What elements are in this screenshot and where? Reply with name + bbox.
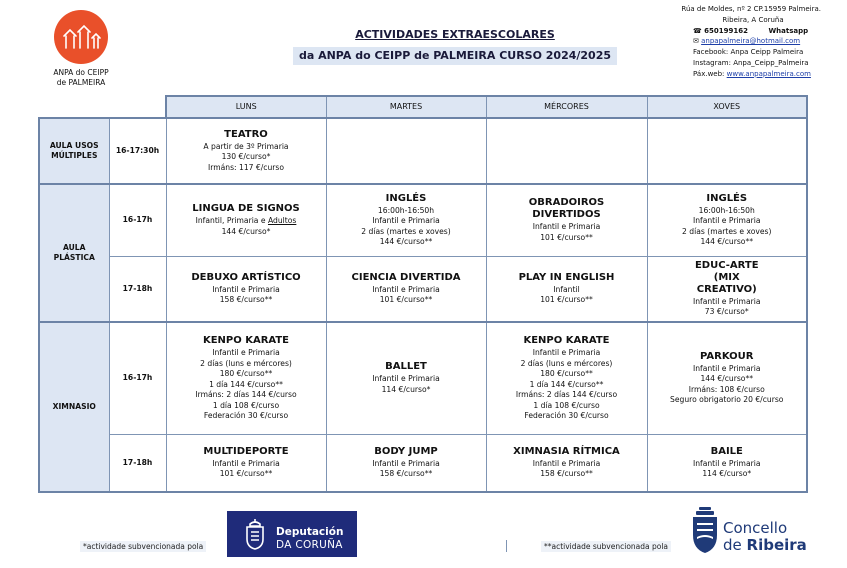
deputacion-line2: DA CORUÑA bbox=[276, 539, 343, 551]
day-header-luns: LUNS bbox=[166, 96, 326, 118]
table-row bbox=[39, 434, 807, 492]
contact-web-link[interactable]: www.anpapalmeira.com bbox=[726, 69, 811, 78]
time-slot: 17-18h bbox=[109, 256, 166, 322]
divider bbox=[506, 540, 507, 552]
activity-ballet bbox=[326, 322, 486, 434]
schedule-table bbox=[38, 95, 808, 493]
activity-detail: Infantil e Primaria bbox=[372, 374, 440, 384]
activity-price: 73 €/curso* bbox=[704, 307, 749, 317]
time-slot: 17-18h bbox=[109, 434, 166, 492]
activity-title: OBRADOIROS DIVERTIDOS bbox=[528, 197, 605, 221]
contact-block bbox=[663, 4, 843, 80]
activity-detail: Infantil e Primaria bbox=[372, 458, 440, 468]
activity-price: 101 €/curso** bbox=[540, 295, 593, 305]
table-row bbox=[39, 118, 807, 184]
day-header-mercores: MÉRCORES bbox=[486, 96, 647, 118]
activity-price: 158 €/curso** bbox=[379, 469, 433, 479]
table-row bbox=[39, 184, 807, 256]
activity-price: 101 €/curso** bbox=[540, 232, 593, 242]
activity-detail: 2 días (luns e mércores) bbox=[520, 358, 613, 368]
concello-line2 bbox=[723, 536, 807, 554]
title-line1: ACTIVIDADES EXTRAESCOLARES bbox=[355, 28, 555, 41]
activity-price: 158 €/curso** bbox=[219, 295, 273, 305]
contact-phone[interactable]: 650199162 bbox=[704, 26, 749, 35]
activity-title: EDUC-ARTE (MIX CREATIVO) bbox=[694, 259, 759, 295]
day-header-xoves: XOVES bbox=[647, 96, 807, 118]
activity-price: 180 €/curso** bbox=[540, 369, 593, 378]
activity-detail: Infantil e Primaria bbox=[532, 222, 601, 232]
anpa-logo bbox=[48, 10, 114, 88]
activity-detail: Infantil e Primaria bbox=[692, 363, 761, 373]
activity-kenpo-luns bbox=[166, 322, 326, 434]
activity-title: MULTIDEPORTE bbox=[203, 445, 289, 457]
logo-caption-line1: ANPA do CEIPP bbox=[53, 68, 109, 77]
table-row bbox=[39, 256, 807, 322]
contact-web-label: Páx.web: bbox=[693, 69, 725, 78]
logo-caption-line2: de PALMEIRA bbox=[56, 78, 106, 87]
activity-parkour bbox=[647, 322, 807, 434]
activity-title: LINGUA DE SIGNOS bbox=[192, 203, 300, 215]
activity-debuxo bbox=[166, 256, 326, 322]
activity-play-english bbox=[486, 256, 647, 322]
activity-title: PARKOUR bbox=[700, 350, 754, 362]
activity-detail: Infantil e Primaria bbox=[532, 458, 601, 468]
table-row bbox=[39, 322, 807, 434]
room-aula-plastica: AULA PLÁSTICA bbox=[39, 184, 109, 322]
title-line2: da ANPA do CEIPP de PALMEIRA CURSO 2024/2025 bbox=[293, 47, 617, 65]
activity-price: 144 €/curso** bbox=[700, 237, 754, 247]
activity-multideporte bbox=[166, 434, 326, 492]
activity-detail: Infantil e Primaria bbox=[372, 284, 440, 294]
activity-detail: Infantil e Primaria bbox=[372, 216, 440, 226]
activity-detail: Infantil, Primaria e bbox=[195, 216, 268, 226]
contact-email[interactable]: anpapalmeira@hotmail.com bbox=[701, 37, 801, 46]
activity-title: DEBUXO ARTÍSTICO bbox=[191, 271, 301, 283]
empty-cell bbox=[647, 118, 807, 184]
contact-city: Ribeira, A Coruña bbox=[722, 15, 784, 24]
activity-price: 101 €/curso** bbox=[219, 469, 273, 479]
activity-detail: Infantil e Primaria bbox=[212, 458, 280, 468]
activity-detail: Federación 30 €/curso bbox=[524, 411, 609, 420]
activity-price: 180 €/curso** bbox=[219, 369, 273, 378]
activity-price: 1 día 144 €/curso** bbox=[209, 379, 283, 389]
activity-detail: Irmáns: 117 €/curso bbox=[207, 162, 285, 172]
activity-detail: Infantil e Primaria bbox=[692, 296, 761, 306]
page-title bbox=[287, 26, 623, 65]
activity-obradoiros bbox=[486, 184, 647, 256]
activity-ciencia bbox=[326, 256, 486, 322]
footnote-single-star: *actividade subvencionada pola bbox=[80, 541, 206, 552]
activity-detail: Infantil e Primaria bbox=[692, 216, 761, 226]
contact-instagram: Instagram: Anpa_Ceipp_Palmeira bbox=[693, 58, 809, 67]
activity-ingles-xoves bbox=[647, 184, 807, 256]
activity-detail: Federación 30 €/curso bbox=[203, 411, 289, 420]
activity-title: INGLÉS bbox=[706, 192, 748, 204]
deputacion-crest-icon bbox=[243, 517, 267, 551]
activity-detail-adultos: Adultos bbox=[267, 216, 297, 226]
activity-title: BAILE bbox=[710, 445, 743, 457]
activity-title: XIMNASIA RÍTMICA bbox=[513, 445, 620, 457]
deputacion-line1: Deputación bbox=[276, 526, 344, 538]
room-aula-usos: AULA USOS MÚLTIPLES bbox=[39, 118, 109, 184]
contact-whatsapp: Whatsapp bbox=[768, 26, 809, 35]
time-slot: 16-17h bbox=[109, 322, 166, 434]
activity-detail: 1 día 108 €/curso bbox=[212, 400, 280, 410]
deputacion-logo bbox=[227, 511, 357, 557]
activity-detail: A partir de 3º Primaria bbox=[203, 141, 289, 151]
concello-line2-bold: Ribeira bbox=[746, 536, 807, 554]
activity-title: KENPO KARATE bbox=[523, 335, 610, 346]
mail-icon: ✉ bbox=[693, 37, 699, 46]
time-slot: 16-17:30h bbox=[109, 118, 166, 184]
day-header-martes: MARTES bbox=[326, 96, 486, 118]
time-slot: 16-17h bbox=[109, 184, 166, 256]
activity-detail: 1 día 108 €/curso bbox=[533, 400, 600, 410]
activity-price: 101 €/curso** bbox=[379, 295, 433, 305]
activity-price: 144 €/curso* bbox=[221, 226, 271, 236]
activity-price: 1 día 144 €/curso** bbox=[529, 379, 604, 389]
activity-price: 114 €/curso* bbox=[381, 384, 431, 394]
activity-detail: Irmáns: 2 días 144 €/curso bbox=[195, 390, 297, 399]
activity-detail: Infantil e Primaria bbox=[532, 348, 601, 357]
empty-cell bbox=[486, 118, 647, 184]
activity-price: 144 €/curso** bbox=[379, 237, 433, 247]
concello-logo bbox=[690, 505, 815, 557]
activity-price: 130 €/curso* bbox=[221, 152, 271, 162]
activity-detail: 2 días (martes e xoves) bbox=[361, 226, 451, 236]
empty-cell bbox=[326, 118, 486, 184]
activity-baile bbox=[647, 434, 807, 492]
concello-line1: Concello bbox=[723, 519, 788, 537]
activity-title: INGLÉS bbox=[385, 192, 427, 204]
room-ximnasio: XIMNASIO bbox=[39, 322, 109, 492]
activity-detail: Infantil e Primaria bbox=[212, 348, 280, 357]
contact-address: Rúa de Moldes, nº 2 CP.15959 Palmeira. bbox=[681, 5, 821, 13]
activity-detail: 2 días (martes e xoves) bbox=[682, 226, 772, 236]
activity-price: 114 €/curso* bbox=[702, 469, 752, 479]
activity-detail: Irmáns: 2 días 144 €/curso bbox=[515, 390, 618, 399]
phone-icon: ☎ bbox=[693, 26, 702, 35]
activity-detail: Infantil e Primaria bbox=[212, 284, 280, 294]
activity-price: 144 €/curso** bbox=[700, 374, 754, 384]
activity-detail: Infantil e Primaria bbox=[692, 458, 761, 468]
footnote-double-star: **actividade subvencionada pola bbox=[541, 541, 671, 552]
concello-line2-pre: de bbox=[723, 536, 747, 554]
contact-facebook: Facebook: Anpa Ceipp Palmeira bbox=[693, 48, 804, 57]
header-row bbox=[39, 96, 807, 118]
activity-title: KENPO KARATE bbox=[202, 335, 290, 346]
activity-kenpo-mercores bbox=[486, 322, 647, 434]
activity-detail: Infantil bbox=[553, 284, 580, 294]
activity-detail: 2 días (luns e mércores) bbox=[200, 358, 292, 368]
activity-title: CIENCIA DIVERTIDA bbox=[351, 271, 461, 283]
activity-teatro bbox=[166, 118, 326, 184]
activity-detail: Irmáns: 108 €/curso bbox=[688, 384, 765, 394]
activity-body-jump bbox=[326, 434, 486, 492]
anpa-logo-icon bbox=[54, 10, 108, 64]
activity-title: BALLET bbox=[385, 361, 427, 373]
activity-detail: 16:00h-16:50h bbox=[377, 205, 435, 215]
activity-ximnasia-ritmica bbox=[486, 434, 647, 492]
activity-title: TEATRO bbox=[224, 128, 268, 140]
concello-crest-icon bbox=[690, 505, 720, 557]
activity-title: BODY JUMP bbox=[374, 445, 438, 457]
activity-lingua-signos bbox=[166, 184, 326, 256]
activity-title: PLAY IN ENGLISH bbox=[518, 271, 615, 283]
activity-educ-arte bbox=[647, 256, 807, 322]
activity-detail: 16:00h-16:50h bbox=[698, 205, 755, 215]
activity-ingles-martes bbox=[326, 184, 486, 256]
activity-price: 158 €/curso** bbox=[540, 469, 593, 479]
activity-detail: Seguro obrigatorio 20 €/curso bbox=[670, 395, 784, 405]
